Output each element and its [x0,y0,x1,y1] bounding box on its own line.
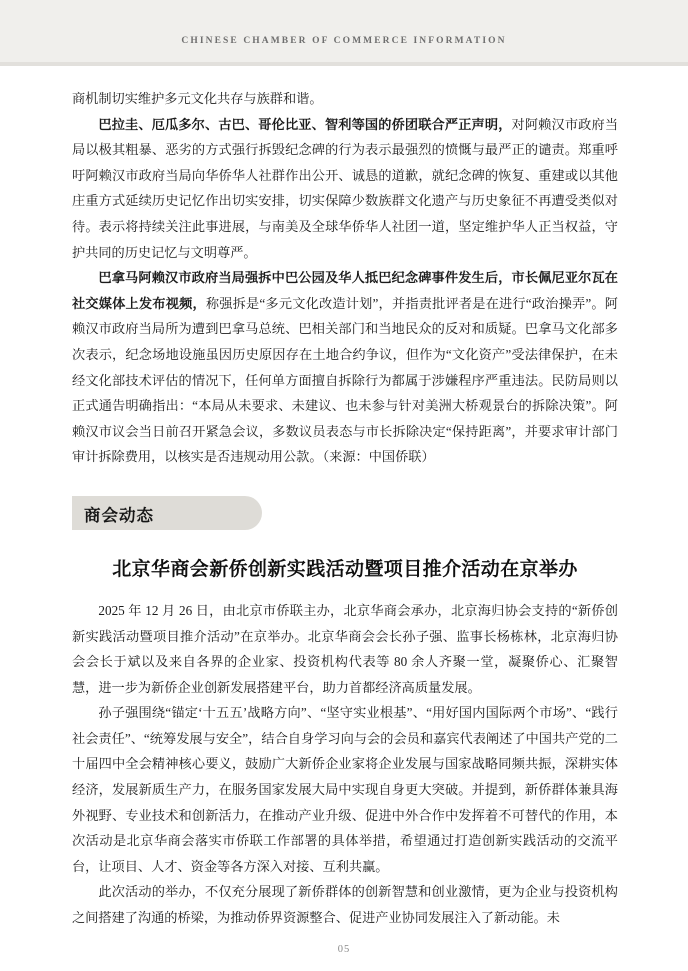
paragraph-joint-statement [72,112,618,266]
article-paragraph-2: 孙子强围绕“锚定‘十五五’战略方向”、“坚守实业根基”、“用好国内国际两个市场”、“践行社会责任”、“统筹发展与安全”，结合自身学习向与会的会员和嘉宾代表阐述了中国共产党的二十届四中全会精神核心要义，鼓励广大新侨企业家将企业发展与国家战略同频共振，深耕实体经济，发展新质生产力，在服务国家发展大局中实现自身更大突破。并提到，新侨群体兼具海外视野、专业技术和创新活力，在推动产业升级、促进中外合作中发挥着不可替代的作用，本次活动是北京华商会落实市侨联工作部署的具体举措，希望通过打造创新实践活动的交流平台，让项目、人才、资金等各方深入对接、互利共赢。 [72,705,618,874]
article-paragraph-1: 2025 年 12 月 26 日，由北京市侨联主办，北京华商会承办，北京海归协会支持的“新侨创新实践活动暨项目推介活动”在京举办。北京华商会会长孙子强、监事长杨栋林，北京海归协会会长于斌以及来自各界的企业家、投资机构代表等 80 余人齐聚一堂，凝聚侨心、汇聚智慧，进一步为新侨企业创新发展搭建平台，助力首都经济高质量发展。 [72,602,618,695]
paragraph-panama-response-rest: 称强拆是“多元文化改造计划”，并指责批评者是在进行“政治操弄”。阿赖汉市政府当局所为遭到巴拿马总统、巴相关部门和当地民众的反对和质疑。巴拿马文化部多次表示，纪念场地设施虽因历史原因存在土地合约争议，但作为“文化资产”受法律保护，在未经文化部技术评估的情况下，任何单方面擅自拆除行为都属于涉嫌程序严重违法。民防局则以正式通告明确指出：“本局从未要求、未建议、也未参与针对美洲大桥观景台的拆除决策”。阿赖汉市议会当日前召开紧急会议，多数议员表态与市长拆除决定“保持距离”，并要求审计部门审计拆除费用，以核实是否违规动用公款。（来源：中国侨联） [72,295,618,465]
bold-lead-in-1: 巴拉圭、厄瓜多尔、古巴、哥伦比亚、智利等国的侨团联合严正声明， [98,116,512,132]
header-band [0,0,688,62]
running-header-title: CHINESE CHAMBER OF COMMERCE INFORMATION [181,36,507,46]
bold-lead-in-2: 巴拿马阿赖汉市政府当局强拆中巴公园及华人抵巴纪念碑事件发生后，市长佩尼亚尔瓦在社交媒体上发布视频， [72,270,618,311]
page-number: 05 [337,944,351,955]
article-paragraph-3: 此次活动的举办，不仅充分展现了新侨群体的创新智慧和创业激情，更为企业与投资机构之间搭建了沟通的桥梁，为推动侨界资源整合、促进产业协同发展注入了新动能。未 [72,884,618,926]
section-heading-bar [72,496,618,530]
paragraph-panama-response [72,265,618,470]
article-content [72,86,618,931]
paragraph-continuation: 商机制切实维护多元文化共存与族群和谐。 [72,91,323,106]
section-heading-label: 商会动态 [84,505,154,525]
header-divider [0,62,688,66]
article-title: 北京华商会新侨创新实践活动暨项目推介活动在京举办 [112,558,578,580]
paragraph-joint-statement-rest: 对阿赖汉市政府当局以极其粗暴、恶劣的方式强行拆毁纪念碑的行为表示最强烈的愤慨与最严正的谴责。郑重呼吁阿赖汉市政府当局向华侨华人社群作出公开、诚恳的道歉，就纪念碑的恢复、重建或以其他庄重方式延续历史记忆作出切实安排，切实保障少数族群文化遗产与历史象征不再遭受类似对待。表示将持续关注此事进展，与南美及全球华侨华人社团一道，坚定维护华人正当权益，守护共同的历史记忆与文明尊严。 [72,116,619,260]
